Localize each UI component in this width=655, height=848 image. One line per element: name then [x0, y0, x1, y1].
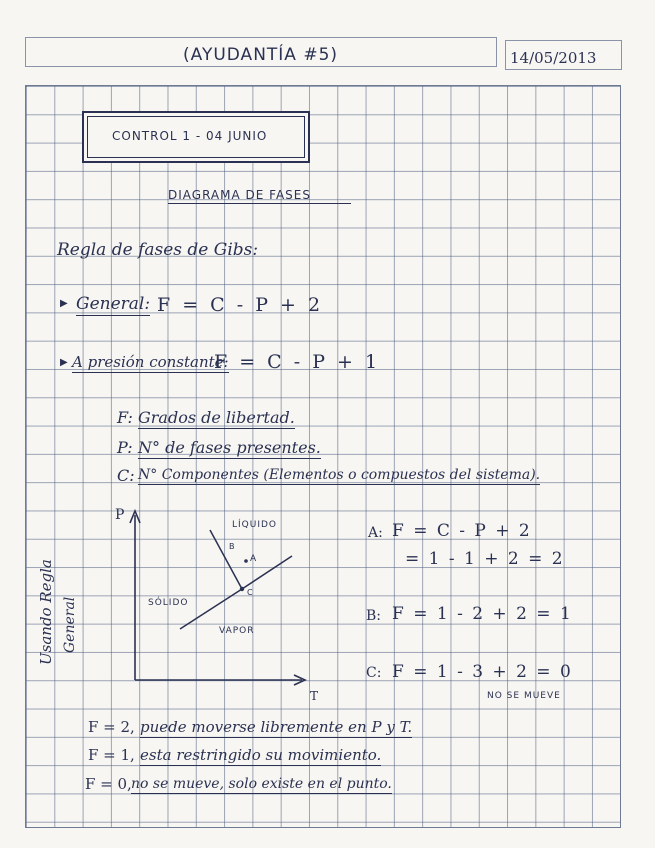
y-axis-label: P: [115, 507, 125, 523]
calc-b-line1: F = 1 - 2 + 2 = 1: [392, 604, 573, 624]
definition-symbol-p: P:: [117, 438, 133, 457]
calc-c-line1: F = 1 - 3 + 2 = 0: [392, 662, 573, 682]
region-solid: SÓLIDO: [148, 598, 189, 608]
x-axis-label: T: [310, 689, 319, 703]
definition-text-c: N° Componentes (Elementos o compuestos del sistema).: [138, 467, 541, 483]
definition-symbol-f: F:: [117, 408, 133, 427]
conclusion-2-prefix: F = 1,: [88, 746, 135, 764]
point-a-dot: [244, 559, 248, 563]
calc-c-note: NO SE MUEVE: [487, 691, 561, 701]
page-date: 14/05/2013: [510, 49, 597, 67]
point-c-dot: [240, 587, 244, 591]
section-title: DIAGRAMA DE FASES: [168, 189, 351, 204]
region-liquid: LÍQUIDO: [232, 520, 278, 530]
calc-c-label: C:: [366, 665, 382, 681]
general-formula: F = C - P + 2: [157, 294, 324, 316]
conclusion-1-text: puede moverse libremente en P y T.: [140, 718, 413, 736]
definition-symbol-c: C:: [117, 466, 135, 485]
constant-formula: F = C - P + 1: [214, 351, 381, 373]
conclusion-3-prefix: F = 0,: [85, 775, 132, 793]
calc-a-line1: F = C - P + 2: [392, 521, 532, 541]
calc-a-line2: = 1 - 1 + 2 = 2: [405, 549, 565, 569]
bullet-constant: ▶: [60, 357, 68, 368]
definition-text-f: Grados de libertad.: [138, 408, 295, 427]
point-b-label: B: [229, 542, 236, 551]
constant-label: A presión constante:: [72, 353, 229, 371]
point-a-label: A: [250, 554, 258, 564]
calc-a-label: A:: [368, 525, 383, 541]
page-title: (AYUDANTÍA #5): [183, 45, 339, 65]
control-label: CONTROL 1 - 04 JUNIO: [112, 129, 268, 143]
general-label: General:: [76, 294, 151, 314]
side-note-line1: Usando Regla: [37, 559, 55, 665]
conclusion-3-text: no se mueve, solo existe en el punto.: [131, 776, 392, 792]
solid-liquid-line: [210, 530, 242, 589]
definition-text-p: N° de fases presentes.: [138, 438, 321, 457]
region-vapor: VAPOR: [219, 626, 255, 636]
conclusion-1-prefix: F = 2,: [88, 718, 135, 736]
point-c-label: C: [247, 588, 254, 597]
rule-heading: Regla de fases de Gibs:: [57, 240, 259, 260]
calc-b-label: B:: [366, 608, 382, 624]
side-note-line2: General: [62, 596, 78, 653]
conclusion-2-text: esta restringido su movimiento.: [140, 746, 382, 764]
bullet-general: ▶: [60, 298, 68, 309]
solid-vapor-line: [180, 589, 242, 629]
